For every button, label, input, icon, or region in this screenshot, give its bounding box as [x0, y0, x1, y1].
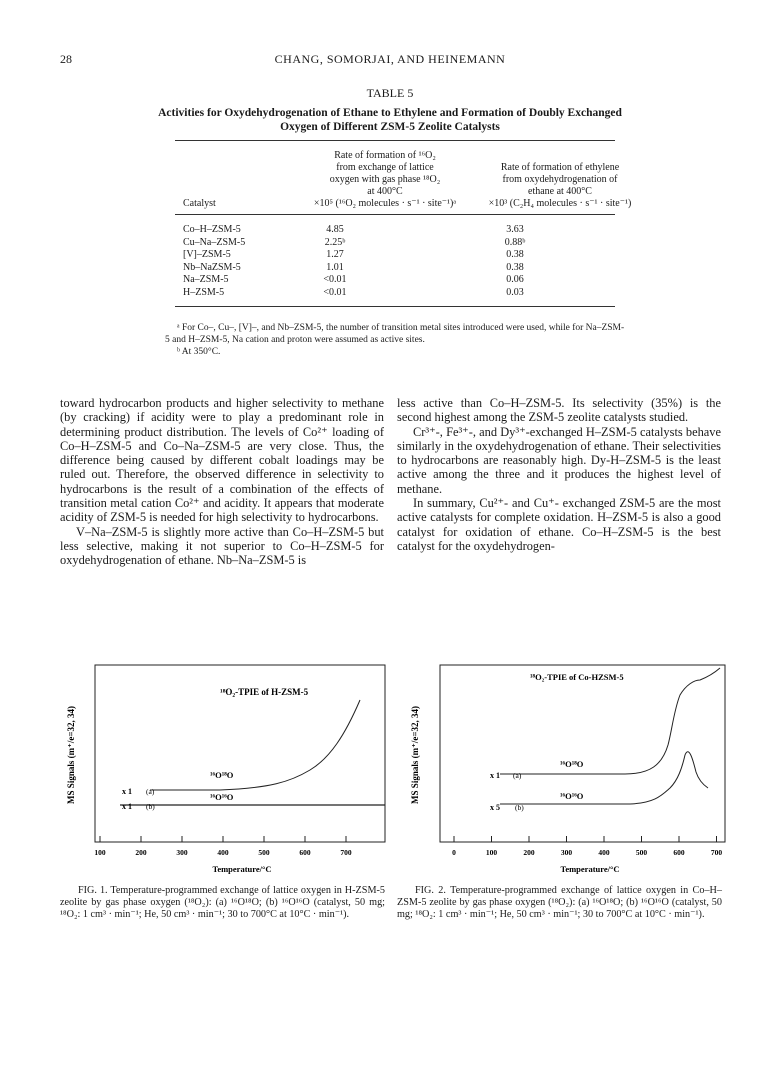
- table-row: [183, 249, 608, 262]
- table-body: [183, 224, 608, 300]
- paragraph: Cr³⁺-, Fe³⁺-, and Dy³⁺-exchanged H–ZSM-5 catalysts behave similarly in the oxydehydrogenation of ethane. Their selectivities to hydrocarbons are reasonably high. Dy-H–ZSM-5 is the least active among the three and it produces the highest level of methane.: [397, 424, 721, 496]
- x-tick-label: 700: [340, 848, 352, 857]
- table-cell-catalyst: Co–H–ZSM-5: [183, 224, 241, 235]
- footnote-b: ᵇ At 350°C.: [177, 347, 221, 357]
- tag-a: (a): [146, 787, 155, 796]
- body-right-column: [397, 396, 721, 553]
- column-header-catalyst: Catalyst: [183, 198, 216, 209]
- column-header-ethylene-rate: Rate of formation of ethylene from oxydehydrogenation of ethane at 400°C ×10³ (C₂H₄ molecules · s⁻¹ · site⁻¹): [488, 162, 632, 209]
- table-cell-catalyst: Na–ZSM-5: [183, 274, 229, 286]
- x-tick-label: 200: [135, 848, 147, 857]
- table-cell-o2: 4.85: [326, 224, 344, 235]
- table-cell-eth: 0.03: [506, 286, 524, 298]
- x-tick-label: 400: [598, 848, 610, 857]
- x-tick-label: 100: [94, 848, 106, 857]
- table-cell-o2: <0.01: [323, 274, 347, 286]
- multiplier-a: x 1: [122, 787, 132, 796]
- table-cell-eth: 3.63: [506, 224, 524, 235]
- figure-1: [60, 650, 390, 880]
- plot-title: ¹⁸O₂-TPIE of H-ZSM-5: [220, 687, 309, 697]
- page-header: [60, 52, 720, 72]
- x-tick-label: 600: [673, 848, 685, 857]
- footnote-a: ᵃ For Co–, Cu–, [V]–, and Nb–ZSM-5, the number of transition metal sites introduced were used, while for Na–ZSM-5 and H–ZSM-5, Na cation and proton were assumed as active sites.: [165, 323, 625, 345]
- body-left-column: [60, 396, 384, 568]
- x-tick-label: 500: [635, 848, 648, 857]
- curve-b-label: ¹⁶O¹⁶O: [560, 791, 584, 801]
- page-number: 28: [60, 52, 72, 66]
- table-cell-o2: 2.25ᵇ: [324, 236, 346, 248]
- table-cell-o2: 1.27: [326, 249, 344, 261]
- x-tick-label: 100: [485, 848, 498, 857]
- curve-a: [150, 700, 360, 790]
- y-axis-label: MS Signals (m⁺/e=32, 34): [410, 706, 420, 804]
- tag-b: (b): [515, 803, 524, 812]
- table-cell-catalyst: H–ZSM-5: [183, 286, 225, 298]
- curve-b-label: ¹⁶O¹⁶O: [210, 792, 234, 802]
- x-tick-label: 300: [176, 848, 188, 857]
- table-row: [183, 262, 608, 275]
- x-tick-label: 0: [452, 848, 456, 857]
- curve-a-label: ¹⁶O¹⁸O: [210, 770, 234, 780]
- curve-a: [500, 668, 720, 774]
- table-cell-catalyst: Cu–Na–ZSM-5: [183, 236, 246, 248]
- paragraph: toward hydrocarbon products and higher selectivity to methane (by cracking) if acidity were to play a predominant role in determining product distribution. The levels of Co²⁺ loading of Co–H–ZSM-5 and Co–Na–ZSM-5 are very close. Thus, the difference being caused by different cobalt loadings may be ruled out. Therefore, the observed difference in selectivity to hydrocarbons is the result of a combination of the effects of transition metal cation Co²⁺ and acidity. It appears that moderate acidity of ZSM-5 is needed for high selectivity to hydrocarbons.: [60, 396, 384, 525]
- x-axis-label: Temperature/°C: [560, 864, 620, 874]
- table-label: TABLE 5: [366, 86, 414, 100]
- table-footnotes: [165, 322, 625, 358]
- figure-1-plot: [60, 650, 390, 880]
- x-tick-label: 200: [523, 848, 535, 857]
- paragraph: less active than Co–H–ZSM-5. Its selectivity (35%) is the second highest among the ZSM-5 zeolite catalysts studied.: [397, 396, 721, 425]
- y-axis-label: MS Signals (m⁺/e=32, 34): [66, 706, 76, 804]
- paragraph: V–Na–ZSM-5 is slightly more active than Co–H–ZSM-5 but less selective, making it not superior to Co–H–ZSM-5 for oxydehydrogenation of ethane. Nb–Na–ZSM-5 is: [60, 524, 384, 568]
- curve-a-label: ¹⁶O¹⁸O: [560, 759, 584, 769]
- paragraph: In summary, Cu²⁺- and Cu⁺- exchanged ZSM-5 are the most active catalysts for complete oxidation. H–ZSM-5 is also a good catalyst for oxidation of ethane. Co–H–ZSM-5 is the best catalyst for the oxydehydrogen-: [397, 496, 721, 553]
- multiplier-b: x 5: [490, 803, 500, 812]
- running-head: CHANG, SOMORJAI, AND HEINEMANN: [274, 52, 506, 66]
- tag-a: (a): [513, 771, 522, 780]
- column-header-o2-rate: Rate of formation of ¹⁶O₂ from exchange of lattice oxygen with gas phase ¹⁸O₂ at 400°C ×10⁵ (¹⁶O₂ molecules · s⁻¹ · site⁻¹)ᵃ: [313, 150, 457, 209]
- x-tick-label: 600: [299, 848, 311, 857]
- table-cell-eth: 0.06: [506, 274, 524, 286]
- figure-1-caption: FIG. 1. Temperature-programmed exchange of lattice oxygen in H-ZSM-5 zeolite by gas phase oxygen (¹⁸O₂): (a) ¹⁶O¹⁸O; (b) ¹⁶O¹⁶O (catalyst, 50 mg; ¹⁸O₂: 1 cm³ · min⁻¹; He, 50 cm³ · min⁻¹; 30 to 700°C at 10°C · min⁻¹).: [60, 885, 385, 920]
- tag-b: (b): [146, 802, 155, 811]
- figure-2: [400, 650, 730, 880]
- table-cell-eth: 0.38: [506, 249, 524, 261]
- x-tick-label: 300: [560, 848, 573, 857]
- table-cell-catalyst: [V]–ZSM-5: [183, 249, 231, 261]
- figure-2-caption: FIG. 2. Temperature-programmed exchange of lattice oxygen in Co–H–ZSM-5 zeolite by gas phase oxygen (¹⁸O₂): (a) ¹⁶O¹⁸O; (b) ¹⁶O¹⁶O (catalyst, 50 mg; ¹⁸O₂: 1 cm³ · min⁻¹; He, 50 cm³ · min⁻¹; 30 to 700°C at 10°C · min⁻¹).: [397, 885, 722, 920]
- x-tick-label: 700: [710, 848, 723, 857]
- table-cell-catalyst: Nb–NaZSM-5: [183, 261, 241, 273]
- table-bottom-rule: [175, 306, 615, 307]
- table-row: [183, 237, 608, 250]
- multiplier-a: x 1: [490, 771, 500, 780]
- table-cell-eth: 0.38: [506, 261, 524, 273]
- x-tick-label: 400: [217, 848, 229, 857]
- x-axis-label: Temperature/°C: [212, 864, 272, 874]
- x-tick-label: 500: [258, 848, 270, 857]
- table-row: [183, 224, 608, 237]
- table-header-rule: [175, 214, 615, 215]
- figure-2-plot: [400, 650, 730, 880]
- table-cell-o2: 1.01: [326, 261, 344, 273]
- table-row: [183, 274, 608, 287]
- table-cell-eth: 0.88ᵇ: [504, 236, 526, 248]
- table-caption: Activities for Oxydehydrogenation of Ethane to Ethylene and Formation of Doubly Exchanged Oxygen of Different ZSM-5 Zeolite Catalysts: [158, 107, 622, 133]
- table-row: [183, 287, 608, 300]
- table-top-rule: [175, 140, 615, 141]
- plot-title: ¹⁸O₂-TPIE of Co-HZSM-5: [530, 672, 624, 682]
- multiplier-b: x 1: [122, 802, 132, 811]
- curve-b: [500, 752, 708, 804]
- table-cell-o2: <0.01: [323, 286, 347, 298]
